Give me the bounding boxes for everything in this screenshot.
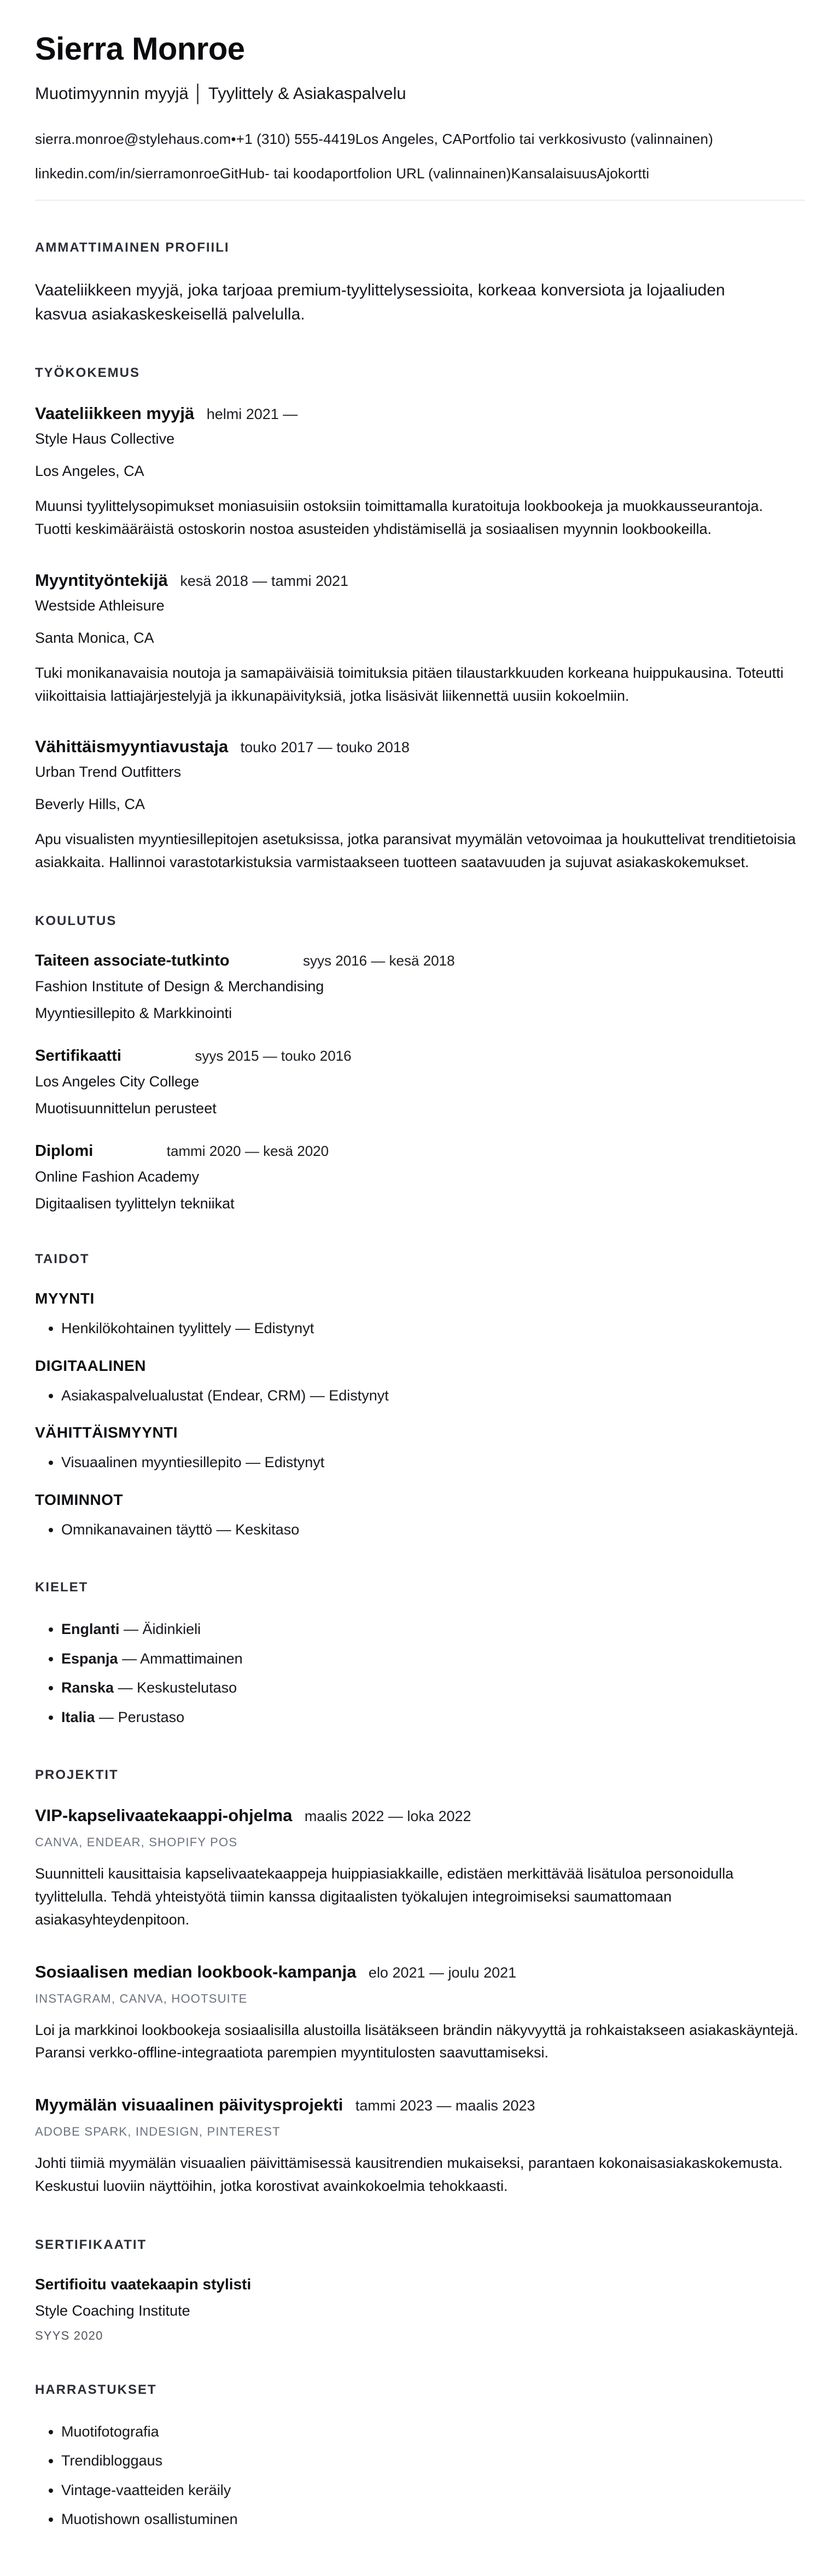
- skills-group: [35, 1290, 805, 1340]
- edu-dates: syys 2016 — kesä 2018: [303, 952, 455, 969]
- project-dates: tammi 2023 — maalis 2023: [355, 2097, 535, 2114]
- contact-block: [35, 131, 805, 182]
- project-title-line: [35, 1806, 805, 1825]
- language-item: [61, 1706, 805, 1729]
- certification-entry: [35, 2276, 805, 2343]
- project-title-line: [35, 2095, 805, 2115]
- language-separator: —: [122, 1650, 137, 1667]
- job-description: Apu visualisten myyntiesillepitojen asetuksissa, jotka paransivat myymälän vetovoimaa ja houkuttelivat trenditietoisia asiakkaita. Hallinnoi varastotarkistuksia varmistaakseen tuotteen saatavuuden ja sujuvat asiakaskokemukset.: [35, 831, 796, 871]
- language-name: Espanja: [61, 1650, 118, 1667]
- language-name: Italia: [61, 1708, 95, 1725]
- section-languages: [35, 1580, 805, 1728]
- edu-dates: tammi 2020 — kesä 2020: [166, 1143, 329, 1160]
- skills-category: TOIMINNOT: [35, 1491, 124, 1508]
- job-title-line: [35, 571, 805, 590]
- skills-category: VÄHITTÄISMYYNTI: [35, 1424, 178, 1441]
- section-education: [35, 914, 805, 1212]
- section-heading-skills: TAIDOT: [35, 1252, 90, 1267]
- edu-title-line: [35, 1142, 805, 1160]
- edu-school: Online Fashion Academy: [35, 1168, 200, 1185]
- skill-item: • Visuaalinen myyntiesillepito — Edistynyt: [61, 1451, 805, 1474]
- skills-category: DIGITAALINEN: [35, 1357, 147, 1374]
- hobby-item: • Vintage-vaatteiden keräily: [61, 2479, 805, 2502]
- language-item: [61, 1648, 805, 1670]
- section-heading-education: KOULUTUS: [35, 914, 117, 929]
- job-dates: touko 2017 — touko 2018: [240, 739, 410, 756]
- section-skills: [35, 1252, 805, 1540]
- skills-group: [35, 1491, 805, 1541]
- section-heading-hobbies: HARRASTUKSET: [35, 2382, 157, 2397]
- job-entry: [35, 404, 805, 541]
- section-heading-languages: KIELET: [35, 1580, 89, 1595]
- project-entry: [35, 1806, 805, 1932]
- section-heading-work: TYÖKOKEMUS: [35, 365, 141, 380]
- job-title: Vähittäismyyntiavustaja: [35, 737, 229, 757]
- contact-separator: •: [231, 131, 236, 147]
- contact-github: GitHub- tai koodaportfolion URL (valinnainen): [219, 165, 511, 182]
- job-location: Beverly Hills, CA: [35, 796, 145, 813]
- languages-list: [35, 1618, 805, 1728]
- language-separator: —: [99, 1708, 114, 1725]
- contact-phone: +1 (310) 555-4419: [236, 131, 355, 147]
- contact-line-2: [35, 165, 805, 182]
- skills-group: [35, 1424, 805, 1474]
- skills-group: [35, 1357, 805, 1407]
- job-location: Santa Monica, CA: [35, 629, 154, 646]
- project-title: VIP-kapselivaatekaappi-ohjelma: [35, 1806, 293, 1825]
- resume-header: [35, 31, 805, 201]
- section-certifications: [35, 2237, 805, 2343]
- edu-degree: Taiteen associate-tutkinto: [35, 952, 230, 970]
- project-tools: CANVA, ENDEAR, SHOPIFY POS: [35, 1835, 238, 1850]
- language-name: Englanti: [61, 1621, 120, 1638]
- contact-driving-license: Ajokortti: [597, 165, 650, 182]
- edu-title-line: [35, 952, 805, 970]
- skills-list: [35, 1317, 805, 1340]
- job-entry: [35, 571, 805, 708]
- skills-list: [35, 1519, 805, 1541]
- job-company: Style Haus Collective: [35, 431, 175, 447]
- edu-field: Muotisuunnittelun perusteet: [35, 1100, 217, 1117]
- project-description: Loi ja markkinoi lookbookeja sosiaalisilla alustoilla lisätäkseen brändin näkyvyyttä ja rohkaistakseen asiakaskäyntejä. Paransi verkko-offline-integraatiota parempien myyntitulosten saavuttamiseksi.: [35, 2021, 798, 2061]
- language-level: Ammattimainen: [140, 1650, 243, 1667]
- section-work: [35, 365, 805, 874]
- contact-citizenship: Kansalaisuus: [511, 165, 597, 182]
- contact-portfolio: Portfolio tai verkkosivusto (valinnainen): [462, 131, 714, 147]
- language-separator: —: [124, 1621, 139, 1638]
- contact-location: Los Angeles, CA: [355, 131, 462, 147]
- project-dates: maalis 2022 — loka 2022: [304, 1808, 471, 1825]
- language-item: [61, 1618, 805, 1641]
- project-tools: ADOBE SPARK, INDESIGN, PINTEREST: [35, 2125, 281, 2139]
- skills-list: [35, 1385, 805, 1407]
- hobby-item: • Muotishown osallistuminen: [61, 2508, 805, 2531]
- edu-dates: syys 2015 — touko 2016: [195, 1048, 352, 1065]
- contact-line-1: [35, 131, 805, 148]
- edu-field: Myyntiesillepito & Markkinointi: [35, 1005, 232, 1022]
- contact-linkedin: linkedin.com/in/sierramonroe: [35, 165, 220, 182]
- job-location: Los Angeles, CA: [35, 463, 144, 479]
- language-item: [61, 1677, 805, 1699]
- section-hobbies: [35, 2382, 805, 2531]
- job-company: Westside Athleisure: [35, 597, 165, 614]
- project-title-line: [35, 1962, 805, 1982]
- job-description: Tuki monikanavaisia noutoja ja samapäiväisiä toimituksia pitäen tilaustarkkuuden korkeana huippukausina. Toteutti viikoittaisia lattiajärjestelyjä ja ikkunapäivityksiä, jotka lisäsivät liikennettä uusiin kokoelmiin.: [35, 664, 784, 704]
- job-dates: kesä 2018 — tammi 2021: [180, 572, 349, 589]
- header-divider: [35, 200, 805, 201]
- education-entry: [35, 1142, 805, 1212]
- edu-school: Fashion Institute of Design & Merchandising: [35, 978, 324, 995]
- project-title: Myymälän visuaalinen päivitysprojekti: [35, 2095, 343, 2115]
- project-description: Johti tiimiä myymälän visuaalien päivittämisessä kausitrendien mukaiseksi, parantaen kokonaisasiakaskokemusta. Keskustui luoviin näyttöihin, jotka korostivat avainkokoelmia tehokkaasti.: [35, 2155, 783, 2195]
- edu-field: Digitaalisen tyylittelyn tekniikat: [35, 1195, 235, 1212]
- cert-title: Sertifioitu vaatekaapin stylisti: [35, 2275, 252, 2293]
- language-separator: —: [118, 1679, 133, 1696]
- job-dates: helmi 2021 —: [206, 406, 298, 422]
- skills-list: [35, 1451, 805, 1474]
- edu-title-line: [35, 1047, 805, 1065]
- skill-item: • Asiakaspalvelualustat (Endear, CRM) — Edistynyt: [61, 1385, 805, 1407]
- language-level: Keskustelutaso: [137, 1679, 237, 1696]
- project-entry: [35, 1962, 805, 2065]
- project-title: Sosiaalisen median lookbook-kampanja: [35, 1962, 357, 1981]
- resume-name: Sierra Monroe: [35, 31, 245, 67]
- section-projects: [35, 1767, 805, 2198]
- job-company: Urban Trend Outfitters: [35, 764, 182, 781]
- section-heading-projects: PROJEKTIT: [35, 1767, 119, 1783]
- job-title: Vaateliikkeen myyjä: [35, 404, 195, 423]
- cert-date: SYYS 2020: [35, 2328, 103, 2342]
- hobby-item: • Muotifotografia: [61, 2421, 805, 2443]
- project-tools: INSTAGRAM, CANVA, HOOTSUITE: [35, 1991, 248, 2005]
- project-description: Suunnitteli kausittaisia kapselivaatekaappeja huippiasiakkaille, edistäen merkittävää lisätuloa personoidulla tyylittelulla. Tehdä yhteistyötä tiimin kanssa digitaalisten työkalujen integroimiseksi saumattomaan asiakasyhteydenpitoon.: [35, 1865, 734, 1928]
- skills-category: MYYNTI: [35, 1290, 95, 1307]
- project-dates: elo 2021 — joulu 2021: [368, 1964, 517, 1981]
- education-entry: [35, 1047, 805, 1117]
- language-level: Äidinkieli: [142, 1621, 201, 1638]
- language-name: Ranska: [61, 1679, 114, 1696]
- resume-subtitle: Muotimyynnin myyjä │ Tyylittely & Asiakaspalvelu: [35, 84, 406, 103]
- job-entry: [35, 737, 805, 874]
- section-heading-certifications: SERTIFIKAATIT: [35, 2237, 147, 2252]
- edu-degree: Diplomi: [35, 1142, 94, 1160]
- edu-degree: Sertifikaatti: [35, 1047, 121, 1065]
- job-title-line: [35, 737, 805, 757]
- job-title: Myyntityöntekijä: [35, 570, 168, 590]
- section-heading-profile: AMMATTIMAINEN PROFIILI: [35, 240, 230, 255]
- language-level: Perustaso: [118, 1708, 185, 1725]
- hobby-item: • Trendibloggaus: [61, 2450, 805, 2472]
- edu-school: Los Angeles City College: [35, 1073, 200, 1090]
- job-description: Muunsi tyylittelysopimukset moniasuisiin ostoksiin toimittamalla kuratoituja lookbookeja ja muokkausseurantoja. Tuotti keskimääräistä ostoskorin nostoa asusteiden yhdistämisellä ja sosiaalisen myynnin lookbookeilla.: [35, 498, 763, 537]
- cert-issuer: Style Coaching Institute: [35, 2302, 190, 2319]
- hobbies-list: [35, 2421, 805, 2531]
- skill-item: • Omnikanavainen täyttö — Keskitaso: [61, 1519, 805, 1541]
- profile-text: Vaateliikkeen myyjä, joka tarjoaa premium-tyylittelysessioita, korkeaa konversiota ja lojaaliuden kasvua asiakaskeskeisellä palvelulla.: [35, 281, 725, 323]
- education-entry: [35, 952, 805, 1022]
- contact-email: sierra.monroe@stylehaus.com: [35, 131, 231, 147]
- section-profile: [35, 240, 805, 326]
- skill-item: • Henkilökohtainen tyylittely — Edistynyt: [61, 1317, 805, 1340]
- project-entry: [35, 2095, 805, 2198]
- job-title-line: [35, 404, 805, 423]
